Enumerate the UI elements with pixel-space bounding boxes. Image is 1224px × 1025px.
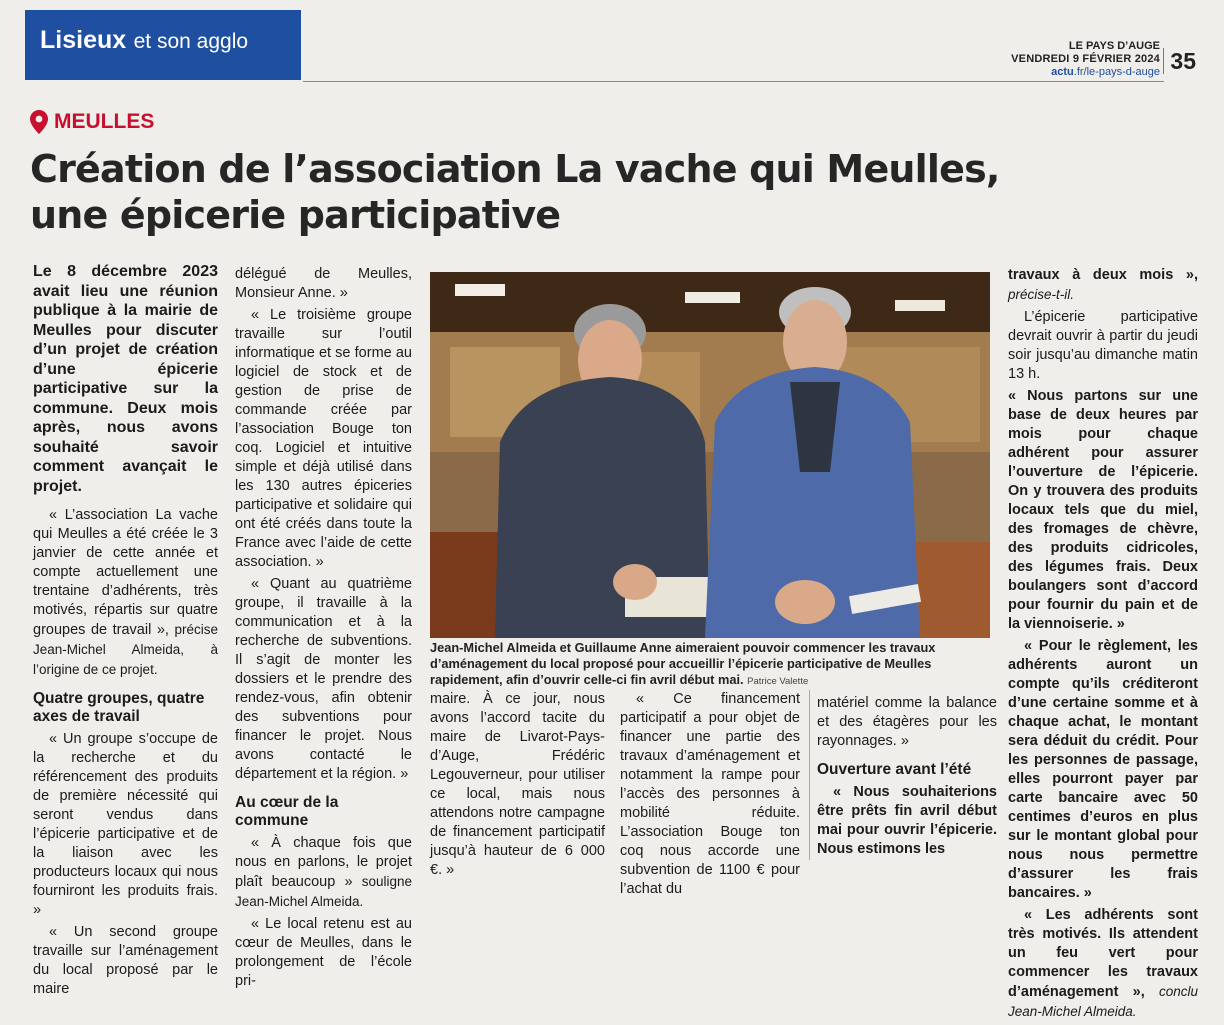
page-number: 35 xyxy=(1163,48,1196,74)
header-rule xyxy=(303,81,1164,82)
issue-date: VENDREDI 9 FÉVRIER 2024 xyxy=(1011,53,1160,65)
caption-text: Jean-Michel Almeida et Guillaume Anne aimeraient pouvoir commencer les travaux d’aménagement du local proposé pour accueillir l’épicerie participative de Meulles rapidement, afin d’ouvrir celle-ci fin avril début mai. xyxy=(430,640,936,687)
column-6 xyxy=(1008,266,1198,1025)
column-3 xyxy=(430,690,605,883)
attribution: précise Jean-Michel Almeida, à l’origine de ce projet. xyxy=(33,622,218,677)
quote-text: « Les adhérents sont très motivés. Ils attendent un feu vert pour commencer les travaux d’aménagement », xyxy=(1008,907,1198,1000)
place-name: MEULLES xyxy=(54,110,155,133)
section-name: Lisieux xyxy=(40,26,127,54)
paragraph: maire. À ce jour, nous avons l’accord tacite du maire de Livarot-Pays-d’Auge, Frédéric Legouverneur, pour utiliser ce local, mais nous attendons notre campagne de financement participatif jusqu’à hauteur de 6 000 €. » xyxy=(430,691,605,878)
paragraph: « Le troisième groupe travaille sur l’outil informatique et se forme au logiciel de stock et de gestion de prise de commande créée par l’association Bouge ton coq. Logiciel et intuitive simple et déjà utilisé dans les 130 autres épiceries participative et solidaire qui ont été créés dans toute la France avec l’aide de cette association. » xyxy=(235,307,412,570)
article-title xyxy=(30,146,1010,238)
website-link xyxy=(1011,66,1160,79)
attribution: précise-t-il. xyxy=(1008,287,1075,302)
column-2 xyxy=(235,265,412,994)
paragraph: « Nous souhaiterions être prêts fin avril début mai pour ouvrir l’épicerie. Nous estimons les xyxy=(817,784,997,857)
paragraph: matériel comme la balance et des étagères pour les rayonnages. » xyxy=(817,695,997,749)
subheading: Au cœur de la commune xyxy=(235,794,339,829)
title-line-2: une épicerie participative xyxy=(30,193,561,237)
url-path: .fr/le-pays-d-auge xyxy=(1073,66,1160,78)
section-subname: et son agglo xyxy=(133,30,249,53)
paragraph xyxy=(1008,266,1198,305)
article-lede: Le 8 décembre 2023 avait lieu une réunion publique à la mairie de Meulles pour discuter d’un projet de création d’une épicerie participative sur la commune. Deux mois après, nous avons souhaité savoir comment avançait le projet. xyxy=(33,263,218,495)
quote-text: « L’association La vache qui Meulles a été créée le 3 janvier de cette année et compte actuellement une trentaine d’adhérents, très motivés, répartis sur quatre groupes de travail », xyxy=(33,507,218,638)
photo-caption xyxy=(430,640,992,690)
paragraph: « Pour le règlement, les adhérents auront un compte qu’ils créditeront d’une certaine somme et à chaque achat, le montant sera déduit du crédit. Pour les personnes de passage, elles pourront payer par carte bancaire avec 50 centimes d’euros en plus sur le montant global pour nous nous permettre d’assurer les frais bancaires. » xyxy=(1008,638,1198,901)
barn-photo-illustration xyxy=(430,272,990,638)
masthead xyxy=(1011,40,1160,79)
paragraph: délégué de Meulles, Monsieur Anne. » xyxy=(235,266,412,301)
paragraph xyxy=(33,506,218,680)
subheading: Ouverture avant l’été xyxy=(817,761,972,778)
paragraph: « Ce financement participatif a pour objet de financer une partie des travaux d’aménagement et notamment la rampe pour l’accès des personnes à mobilité réduite. L’association Bouge ton coq nous accorde une subvention de 1100 € pour l’achat du xyxy=(620,691,800,897)
paragraph: « Nous partons sur une base de deux heures par mois pour chaque adhérent pour assurer l’ouverture de l’épicerie. On y trouvera des produits locaux tels que du miel, des fromages de chèvre, des produits cidricoles, des légumes frais. Deux boulangers sont d’accord pour fournir du pain et de la viennoiserie. » xyxy=(1008,388,1198,632)
url-domain: actu xyxy=(1051,66,1074,78)
column-5 xyxy=(817,694,997,862)
place-label xyxy=(30,110,154,134)
paper-name: LE PAYS D’AUGE xyxy=(1068,40,1160,52)
paragraph: « Un second groupe travaille sur l’aménagement du local proposé par le maire xyxy=(33,924,218,997)
paragraph: « Un groupe s’occupe de la recherche et du référencement des produits de première nécessité qui seront vendus dans l’épicerie participative et de la liaison avec les producteurs locaux qui nous fourniront les produits frais. » xyxy=(33,731,218,918)
location-pin-icon xyxy=(30,110,48,134)
paragraph: « Le local retenu est au cœur de Meulles, dans le prolongement de l’école pri- xyxy=(235,916,412,989)
subheading: Quatre groupes, quatre axes de travail xyxy=(33,690,205,725)
column-1 xyxy=(33,262,218,1002)
quote-text: « À chaque fois que nous en parlons, le projet plaît beaucoup » xyxy=(235,835,412,890)
photo-credit: Patrice Valette xyxy=(747,676,809,687)
title-line-1: Création de l’association La vache qui Meulles, xyxy=(30,147,1000,191)
quote-text: travaux à deux mois », xyxy=(1008,267,1198,283)
article-photo xyxy=(430,272,990,638)
section-banner xyxy=(25,10,301,80)
attribution: conclu Jean-Michel Almeida. xyxy=(1008,984,1199,1019)
column-divider xyxy=(809,690,810,860)
column-4 xyxy=(620,690,800,902)
paragraph xyxy=(235,834,412,912)
paragraph: « Quant au quatrième groupe, il travaille à la communication et à la recherche de subventions. Il s’agit de monter les dossiers et le prendre des rendez-vous, afin obtenir des subventions pour financer le projet. Nous avons contacté le département et la région. » xyxy=(235,576,412,782)
attribution: souligne Jean-Michel Almeida. xyxy=(235,874,413,909)
paragraph xyxy=(1008,906,1198,1022)
paragraph: L’épicerie participative devrait ouvrir à partir du jeudi soir jusqu’au dimanche matin 13 h. xyxy=(1008,309,1198,382)
